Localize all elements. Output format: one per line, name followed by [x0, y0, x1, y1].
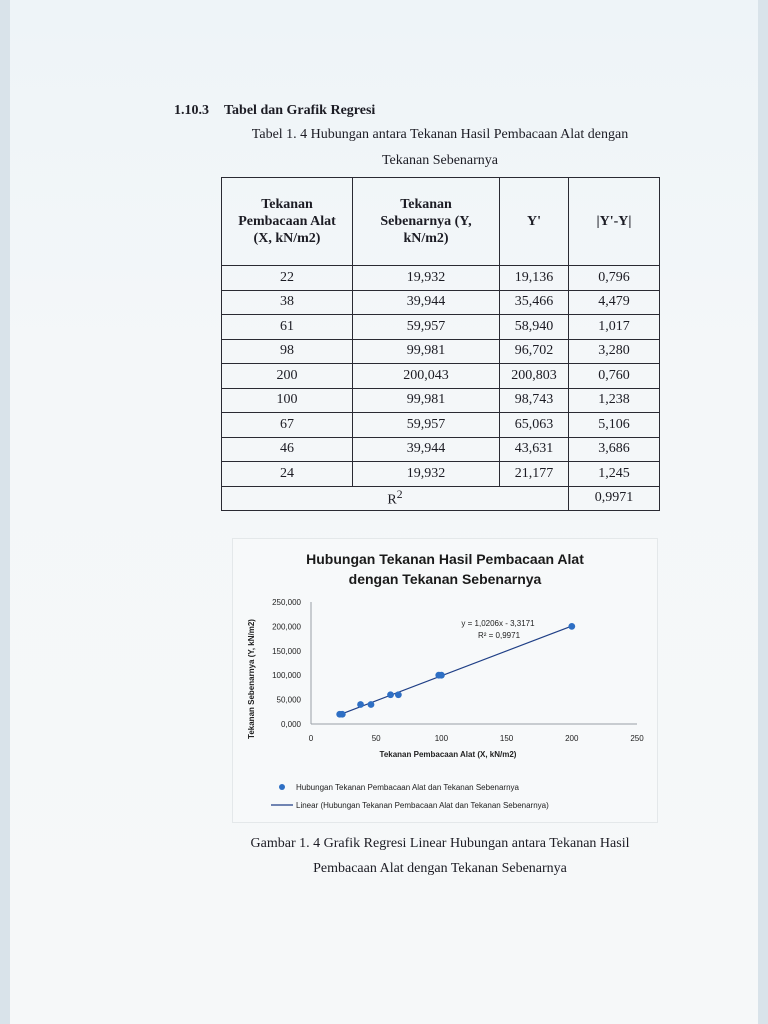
figure-caption-line1: Gambar 1. 4 Grafik Regresi Linear Hubungan antara Tekanan Hasil: [250, 836, 630, 851]
cell-y-pred: 65,063: [500, 413, 569, 438]
cell-abs-diff: 4,479: [569, 290, 660, 315]
cell-x: 61: [222, 315, 353, 340]
x-tick-label: 150: [499, 734, 514, 743]
header-y-line1: Tekanan: [400, 197, 452, 212]
x-tick-label: 0: [308, 734, 314, 743]
data-point: [438, 672, 445, 679]
r2-label-sup: 2: [396, 487, 403, 501]
cell-y-pred: 19,136: [500, 266, 569, 291]
header-abs-diff: [569, 178, 660, 266]
x-tick-label: 50: [371, 734, 381, 743]
chart-title-line2: dengan Tekanan Sebenarnya: [348, 571, 542, 587]
table-header-row: [222, 178, 660, 266]
legend-label-trendline: Linear (Hubungan Tekanan Pembacaan Alat dan Tekanan Sebenarnya): [296, 801, 549, 810]
data-point: [339, 711, 346, 718]
y-tick-label: 0,000: [280, 720, 301, 729]
table-caption-line2: Tekanan Sebenarnya: [381, 153, 499, 168]
cell-abs-diff: 0,760: [569, 364, 660, 389]
header-x-line2: Pembacaan Alat: [238, 214, 336, 229]
cell-abs-diff: 5,106: [569, 413, 660, 438]
y-tick-label: 50,000: [276, 695, 301, 705]
cell-abs-diff: 1,245: [569, 462, 660, 487]
data-point: [395, 691, 402, 698]
y-tick-label: 150,000: [272, 646, 301, 656]
section-title: Tabel dan Grafik Regresi: [224, 103, 376, 118]
chart-title-line1: Hubungan Tekanan Hasil Pembacaan Alat: [306, 551, 584, 567]
cell-y: 19,932: [353, 462, 500, 487]
x-axis-label: Tekanan Pembacaan Alat (X, kN/m2): [379, 750, 517, 759]
cell-abs-diff: 1,238: [569, 388, 660, 413]
legend-marker-points: [279, 784, 285, 790]
chart-legend: [271, 783, 549, 810]
table-row: [222, 290, 660, 315]
table-row: [222, 388, 660, 413]
table-row: [222, 413, 660, 438]
cell-y-pred: 200,803: [500, 364, 569, 389]
cell-y: 39,944: [353, 290, 500, 315]
r2-label-text: R: [387, 492, 397, 508]
cell-abs-diff: 0,796: [569, 266, 660, 291]
cell-y-pred: 58,940: [500, 315, 569, 340]
x-tick-label: 200: [565, 734, 579, 743]
r2-label: [222, 486, 569, 511]
r2-value: 0,9971: [569, 486, 660, 511]
x-tick-label: 100: [434, 734, 449, 743]
table-row: [222, 462, 660, 487]
regression-table: [221, 177, 660, 511]
trendline-equation: y = 1,0206x - 3,3171: [461, 619, 535, 628]
cell-y: 59,957: [353, 413, 500, 438]
data-point: [368, 701, 375, 708]
x-tick-label: 250: [630, 734, 644, 743]
data-point: [357, 701, 364, 708]
cell-y-pred: 43,631: [500, 437, 569, 462]
table-row: [222, 437, 660, 462]
header-y-pred: [500, 178, 569, 266]
figure-caption-line2: Pembacaan Alat dengan Tekanan Sebenarnya: [313, 861, 567, 876]
cell-abs-diff: 1,017: [569, 315, 660, 340]
data-point: [387, 691, 394, 698]
chart-svg: [233, 539, 657, 822]
cell-y-pred: 98,743: [500, 388, 569, 413]
header-y-line2: Sebenarnya (Y,: [380, 214, 472, 229]
section-heading: [174, 103, 375, 119]
cell-y: 200,043: [353, 364, 500, 389]
cell-x: 22: [222, 266, 353, 291]
cell-y-pred: 35,466: [500, 290, 569, 315]
header-y-line3: kN/m2): [403, 231, 449, 246]
chart-axes: [272, 598, 644, 743]
cell-y: 99,981: [353, 388, 500, 413]
chart-marks: [336, 623, 575, 718]
table-row: [222, 364, 660, 389]
header-y-pred-text: Y': [527, 214, 541, 229]
header-x: [222, 178, 353, 266]
trendline-r2: R² = 0,9971: [477, 631, 521, 640]
table-caption-line1: Tabel 1. 4 Hubungan antara Tekanan Hasil Pembacaan Alat dengan: [251, 127, 629, 142]
legend-label-points: Hubungan Tekanan Pembacaan Alat dan Tekanan Sebenarnya: [296, 783, 519, 792]
cell-x: 67: [222, 413, 353, 438]
cell-y: 59,957: [353, 315, 500, 340]
cell-x: 46: [222, 437, 353, 462]
document-page: [10, 0, 758, 1024]
cell-abs-diff: 3,686: [569, 437, 660, 462]
cell-abs-diff: 3,280: [569, 339, 660, 364]
table-row: [222, 266, 660, 291]
cell-y-pred: 21,177: [500, 462, 569, 487]
trendline: [340, 626, 572, 715]
cell-x: 200: [222, 364, 353, 389]
y-axis-label: Tekanan Sebenarnya (Y, kN/m2): [247, 619, 256, 739]
cell-y: 99,981: [353, 339, 500, 364]
cell-x: 24: [222, 462, 353, 487]
cell-y: 39,944: [353, 437, 500, 462]
regression-chart: [232, 538, 658, 823]
cell-x: 38: [222, 290, 353, 315]
cell-y: 19,932: [353, 266, 500, 291]
cell-x: 98: [222, 339, 353, 364]
y-tick-label: 250,000: [272, 598, 301, 607]
cell-y-pred: 96,702: [500, 339, 569, 364]
cell-x: 100: [222, 388, 353, 413]
header-y: [353, 178, 500, 266]
section-number: 1.10.3: [174, 103, 209, 118]
header-x-line3: (X, kN/m2): [253, 231, 321, 246]
header-abs-diff-text: |Y'-Y|: [596, 214, 632, 229]
y-tick-label: 100,000: [272, 671, 301, 681]
data-point: [568, 623, 575, 630]
table-row: [222, 339, 660, 364]
table-row: [222, 315, 660, 340]
header-x-line1: Tekanan: [261, 197, 313, 212]
y-tick-label: 200,000: [272, 622, 301, 632]
r2-row: [222, 486, 660, 511]
